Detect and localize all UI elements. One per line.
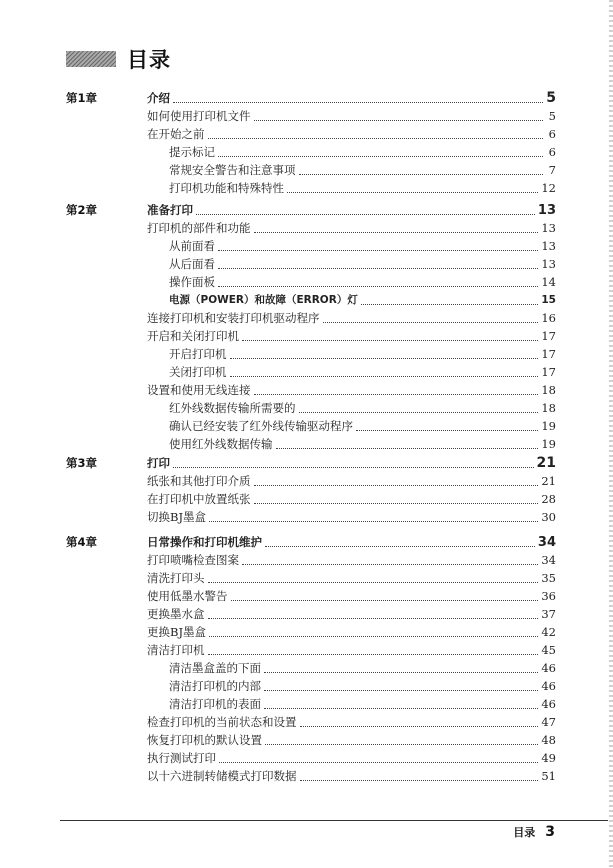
chapter-label: 第4章 bbox=[66, 535, 98, 549]
toc-entry[interactable]: 日常操作和打印机维护 34 bbox=[147, 535, 556, 550]
toc-entry[interactable]: 使用低墨水警告 36 bbox=[147, 589, 556, 603]
toc-entry[interactable]: 打印 21 bbox=[147, 455, 556, 471]
toc-entry[interactable]: 如何使用打印机文件 5 bbox=[147, 109, 556, 123]
page-edge bbox=[609, 0, 613, 868]
toc-entry[interactable]: 更换墨水盒 37 bbox=[147, 607, 556, 621]
toc-entry[interactable]: 开启打印机 17 bbox=[169, 347, 556, 361]
page-footer bbox=[513, 824, 555, 840]
chapter-label: 第1章 bbox=[66, 91, 98, 105]
toc-entry[interactable]: 提示标记 6 bbox=[169, 145, 556, 159]
toc-entry[interactable]: 介绍 5 bbox=[147, 90, 556, 106]
toc-entry[interactable]: 从前面看 13 bbox=[169, 239, 556, 253]
toc-entry[interactable]: 检查打印机的当前状态和设置 47 bbox=[147, 715, 556, 729]
chapter-label: 第2章 bbox=[66, 203, 98, 217]
toc-entry[interactable]: 恢复打印机的默认设置 48 bbox=[147, 733, 556, 747]
toc-entry[interactable]: 纸张和其他打印介质 21 bbox=[147, 474, 556, 488]
page-number: 3 bbox=[545, 824, 555, 840]
toc-entry[interactable]: 从后面看 13 bbox=[169, 257, 556, 271]
toc-entry[interactable]: 开启和关闭打印机 17 bbox=[147, 329, 556, 343]
toc-entry[interactable]: 打印喷嘴检查图案 34 bbox=[147, 553, 556, 567]
toc-entry[interactable]: 打印机的部件和功能 13 bbox=[147, 221, 556, 235]
toc-entry[interactable]: 操作面板 14 bbox=[169, 275, 556, 289]
toc-entry[interactable]: 清洗打印头 35 bbox=[147, 571, 556, 585]
toc-entry[interactable]: 以十六进制转储模式打印数据 51 bbox=[147, 769, 556, 783]
title-decoration bbox=[66, 51, 116, 67]
toc-entry[interactable]: 更换BJ墨盒 42 bbox=[147, 625, 556, 639]
toc-entry[interactable]: 执行测试打印 49 bbox=[147, 751, 556, 765]
footer-label: 目录 bbox=[513, 826, 536, 839]
toc-entry[interactable]: 关闭打印机 17 bbox=[169, 365, 556, 379]
toc-entry[interactable]: 清洁墨盒盖的下面 46 bbox=[169, 661, 556, 675]
toc-entry[interactable]: 连接打印机和安装打印机驱动程序 16 bbox=[147, 311, 556, 325]
page-title: 目录 bbox=[127, 48, 171, 72]
toc-entry[interactable]: 常规安全警告和注意事项 7 bbox=[169, 163, 556, 177]
toc-entry[interactable]: 打印机功能和特殊特性 12 bbox=[169, 181, 556, 195]
footer-rule bbox=[60, 820, 608, 821]
toc-entry[interactable]: 在打印机中放置纸张 28 bbox=[147, 492, 556, 506]
toc-entry[interactable]: 电源（POWER）和故障（ERROR）灯 15 bbox=[169, 294, 556, 306]
toc-entry[interactable]: 清洁打印机 45 bbox=[147, 643, 556, 657]
toc-entry[interactable]: 在开始之前 6 bbox=[147, 127, 556, 141]
toc-entry[interactable]: 准备打印 13 bbox=[147, 203, 556, 218]
toc-entry[interactable]: 清洁打印机的表面 46 bbox=[169, 697, 556, 711]
chapter-label: 第3章 bbox=[66, 456, 98, 470]
toc-entry[interactable]: 设置和使用无线连接 18 bbox=[147, 383, 556, 397]
toc-entry[interactable]: 切换BJ墨盒 30 bbox=[147, 510, 556, 524]
toc-entry[interactable]: 使用红外线数据传输 19 bbox=[169, 437, 556, 451]
toc-entry[interactable]: 红外线数据传输所需要的 18 bbox=[169, 401, 556, 415]
toc-entry[interactable]: 确认已经安装了红外线传输驱动程序 19 bbox=[169, 419, 556, 433]
toc-entry[interactable]: 清洁打印机的内部 46 bbox=[169, 679, 556, 693]
